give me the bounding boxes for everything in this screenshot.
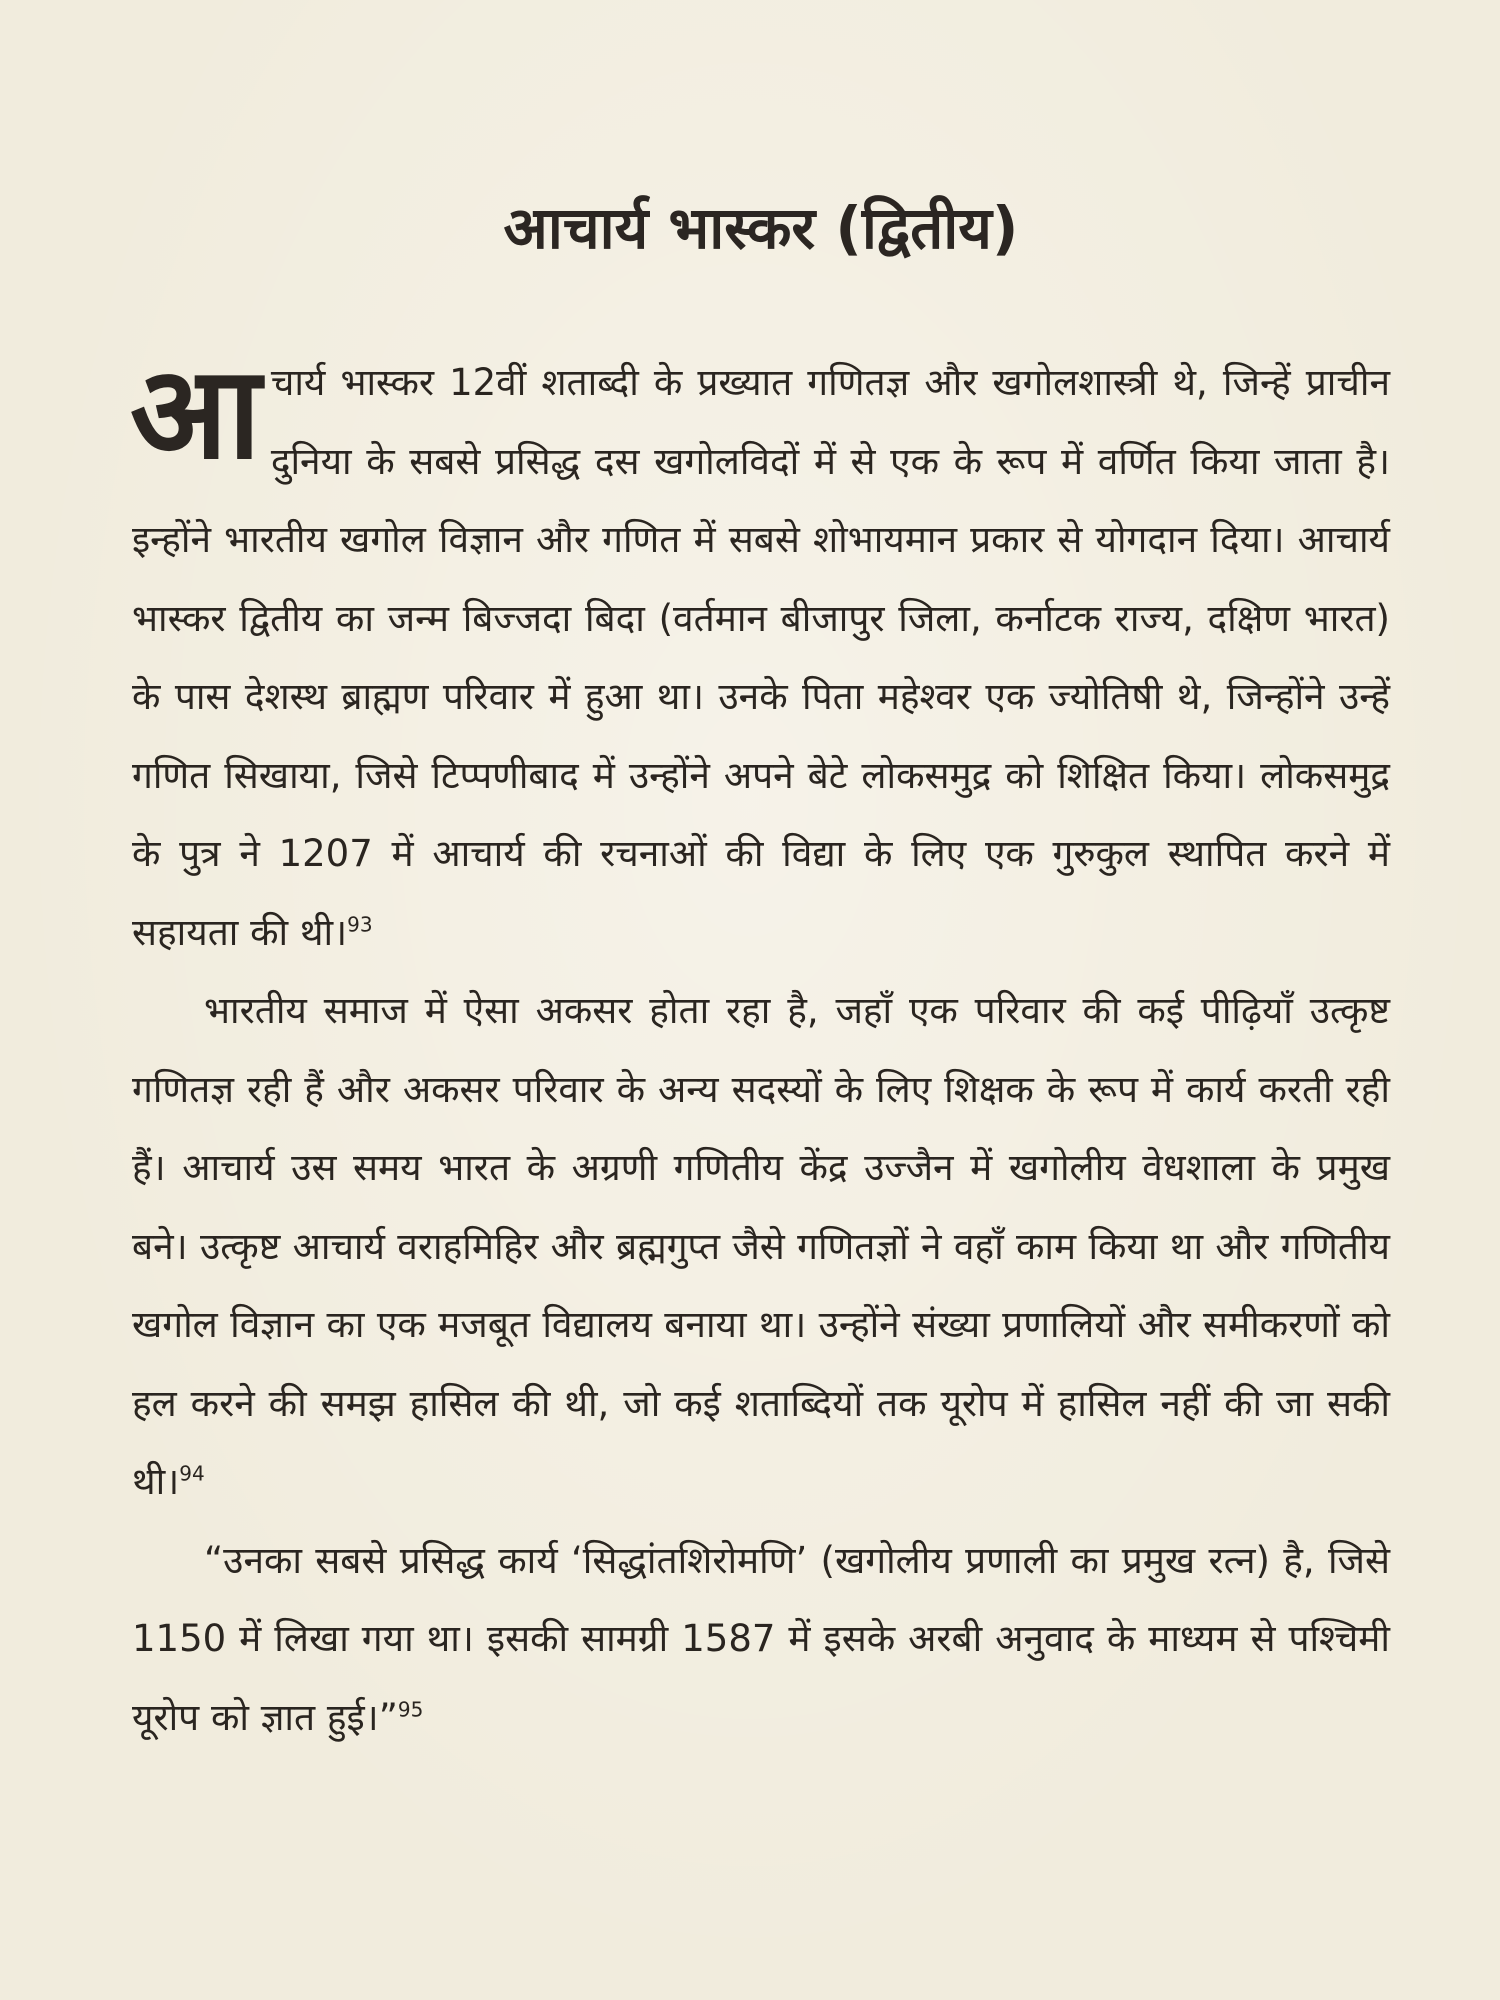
paragraph-1 (130, 339, 1390, 972)
chapter-title: आचार्य भास्कर (द्वितीय) (503, 194, 1019, 262)
paragraph-2-text: भारतीय समाज में ऐसा अकसर होता रहा है, जहाँ एक परिवार की कई पीढ़ियाँ उत्कृष्ट गणितज्ञ रही हैं और अकसर परिवार के अन्य सदस्यों के लिए शिक्षक के रूप में कार्य करती रही हैं। आचार्य उस समय भारत के अग्रणी गणितीय केंद्र उज्जैन में खगोलीय वेधशाला के प्रमुख बने। उत्कृष्ट आचार्य वराहमिहिर और ब्रह्मगुप्त जैसे गणितज्ञों ने वहाँ काम किया था और गणितीय खगोल विज्ञान का एक मजबूत विद्यालय बनाया था। उन्होंने संख्या प्रणालियों और समीकरणों को हल करने की समझ हासिल की थी, जो कई शताब्दियों तक यूरोप में हासिल नहीं की जा सकी थी। (132, 989, 1390, 1503)
paragraph-3 (132, 1522, 1390, 1758)
paragraph-1-text: चार्य भास्कर 12वीं शताब्दी के प्रख्यात गणितज्ञ और खगोलशास्त्री थे, जिन्हें प्राचीन दुनिया के सबसे प्रसिद्ध दस खगोलविदों में से एक के रूप में वर्णित किया जाता है। इन्होंने भारतीय खगोल विज्ञान और गणित में सबसे शोभायमान प्रकार से योगदान दिया। आचार्य भास्कर द्वितीय का जन्म बिज्जदा बिदा (वर्तमान बीजापुर जिला, कर्नाटक राज्य, दक्षिण भारत) के पास देशस्थ ब्राह्मण परिवार में हुआ था। उनके पिता महेश्वर एक ज्योतिषी थे, जिन्होंने उन्हें गणित सिखाया, जिसे टिप्पणीबाद में उन्होंने अपने बेटे लोकसमुद्र को शिक्षित किया। लोकसमुद्र के पुत्र ने 1207 में आचार्य की रचनाओं की विद्या के लिए एक गुरुकुल स्थापित करने में सहायता की थी। (132, 361, 1390, 954)
drop-cap: आ (130, 339, 261, 488)
footnote-ref-93: 93 (347, 912, 373, 937)
footnote-ref-94: 94 (179, 1461, 205, 1486)
chapter-body (130, 339, 1390, 1757)
footnote-ref-95: 95 (397, 1697, 424, 1722)
paragraph-3-text: “उनका सबसे प्रसिद्ध कार्य ‘सिद्धांतशिरोमणि’ (खगोलीय प्रणाली का प्रमुख रत्न) है, जिसे 1150 में लिखा गया था। इसकी सामग्री 1587 में इसके अरबी अनुवाद के माध्यम से पश्चिमी यूरोप को ज्ञात हुई।” (132, 1538, 1390, 1739)
paragraph-2 (132, 972, 1390, 1522)
